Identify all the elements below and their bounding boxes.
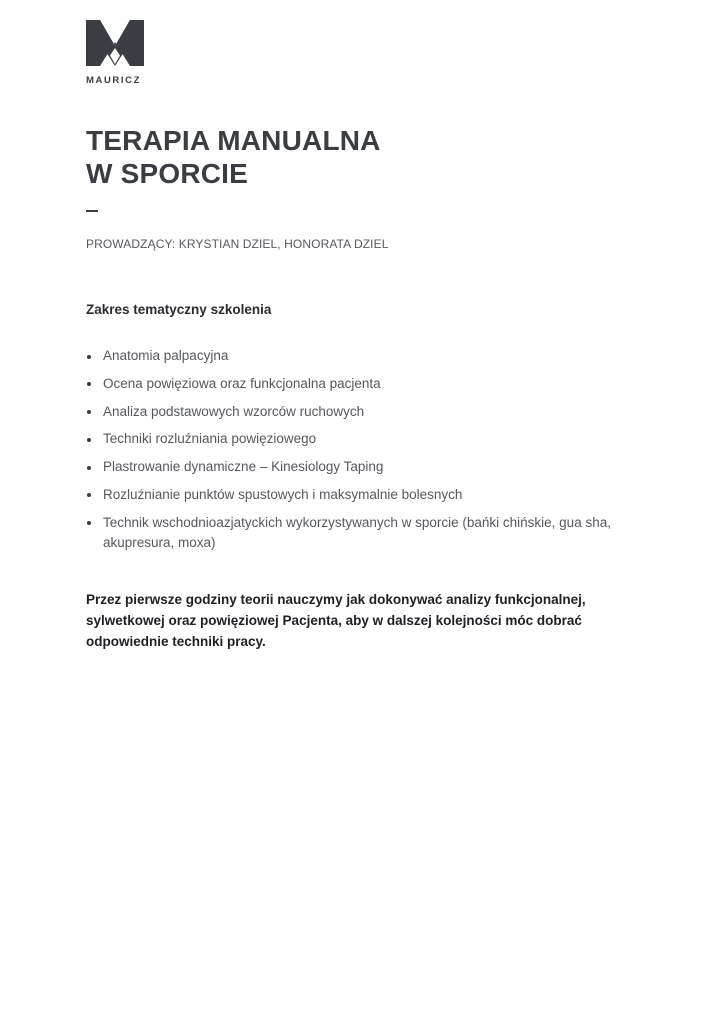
title-line-1: TERAPIA MANUALNA <box>86 125 381 156</box>
brand-name: MAURICZ <box>86 75 141 86</box>
list-item: Anatomia palpacyjna <box>86 346 646 366</box>
list-item: Techniki rozluźniania powięziowego <box>86 429 646 449</box>
list-item: Technik wschodnioazjatyckich wykorzystywanych w sporcie (bańki chińskie, gua sha, akupresura, moxa) <box>86 513 646 553</box>
section-heading: Zakres tematyczny szkolenia <box>86 302 272 317</box>
list-item: Ocena powięziowa oraz funkcjonalna pacjenta <box>86 374 646 394</box>
list-item: Plastrowanie dynamiczne – Kinesiology Taping <box>86 457 646 477</box>
page-title <box>86 124 381 190</box>
divider-dash <box>86 210 98 212</box>
title-line-2: W SPORCIE <box>86 158 249 189</box>
list-item: Rozluźnianie punktów spustowych i maksymalnie bolesnych <box>86 485 646 505</box>
instructors-line: PROWADZĄCY: KRYSTIAN DZIEL, HONORATA DZIEL <box>86 237 389 251</box>
topics-list <box>86 346 646 561</box>
logo-mark-icon <box>86 20 144 66</box>
list-item: Analiza podstawowych wzorców ruchowych <box>86 402 646 422</box>
summary-paragraph: Przez pierwsze godziny teorii nauczymy jak dokonywać analizy funkcjonalnej, sylwetkowej oraz powięziowej Pacjenta, aby w dalszej kolejności móc dobrać odpowiednie techniki pracy. <box>86 592 586 649</box>
